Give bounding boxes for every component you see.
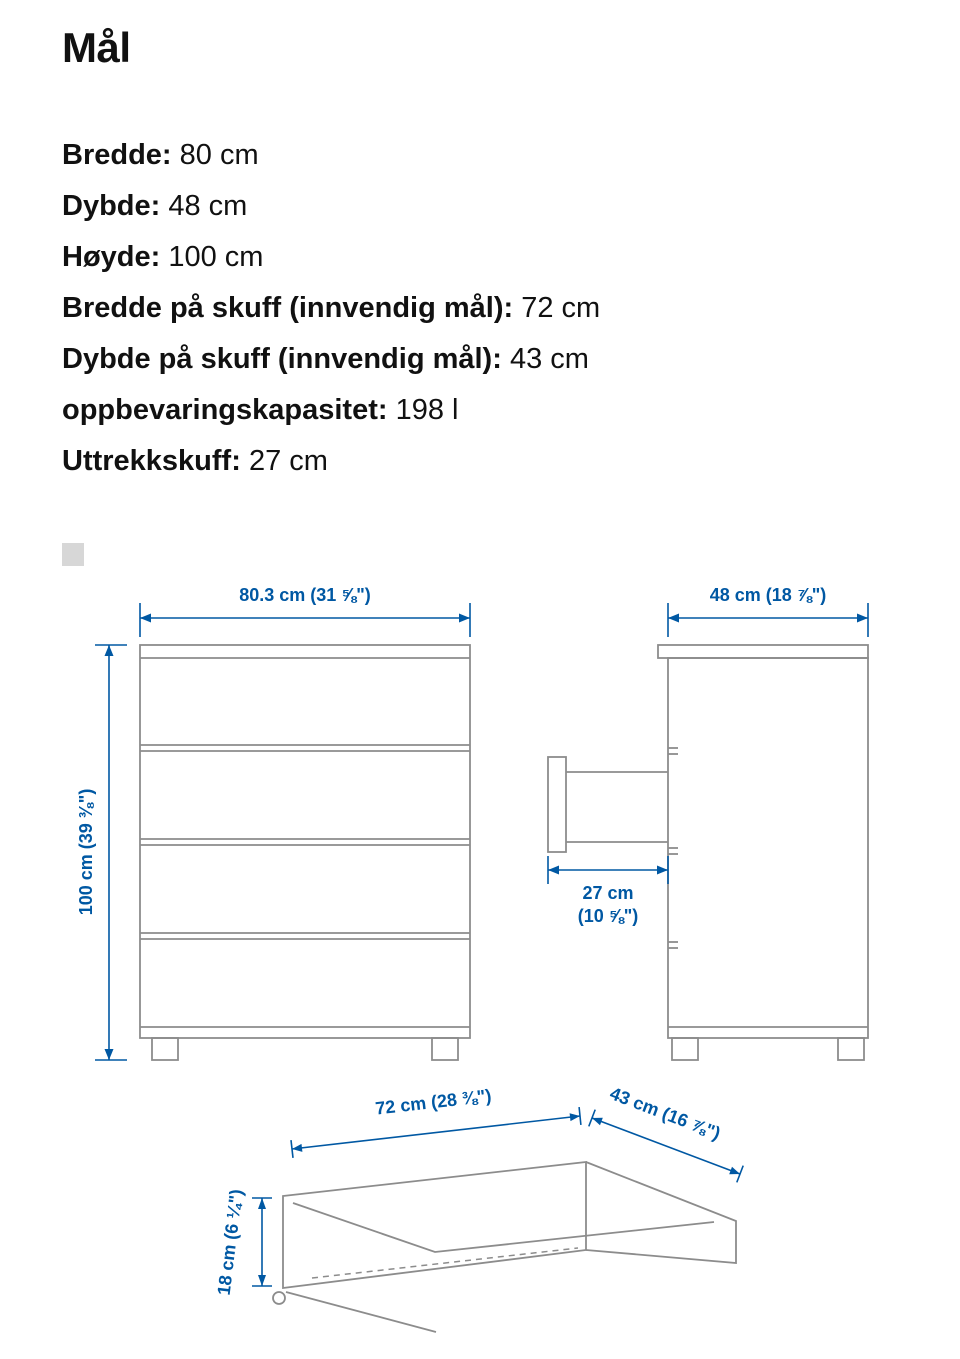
spec-label: Bredde: [62,139,172,171]
drawer-right-side [586,1162,736,1263]
spec-label: Dybde på skuff (innvendig mål): [62,343,502,375]
dimension-lines [95,603,868,1286]
side-depth-label: 48 cm (18 ⅞") [709,585,827,605]
front-width-label: 80.3 cm (31 ⅝") [239,585,371,605]
spec-value: 27 cm [248,445,328,477]
side-front-foot [672,1038,698,1060]
dimension-arrowheads [105,614,869,1287]
spec-label: oppbevaringskapasitet: [62,394,388,426]
spec-value: 72 cm [521,292,601,324]
side-body-outline [668,658,868,1038]
spec-label: Dybde: [62,190,161,222]
spec-value: 80 cm [179,139,259,171]
dimension-labels [76,585,826,1296]
drawer-extension-label-cm: 27 cm [582,883,634,903]
spec-label: Uttrekkskuff: [62,445,241,477]
side-back-foot [838,1038,864,1060]
front-height-label: 100 cm (39 ⅜") [76,788,96,916]
front-view-drawing [140,645,470,1060]
chest-right-foot [432,1038,458,1060]
spec-value: 100 cm [168,241,264,273]
drawer-inner-rim [293,1203,714,1252]
drawer-height-label: 18 cm (6 ¼") [213,1188,247,1297]
spec-value: 43 cm [509,343,589,375]
side-view-drawing [548,645,868,1060]
drawer-depth-label: 43 cm (16 ⅞") [607,1083,724,1144]
drawer-rail-wheel [273,1292,285,1304]
spec-value: 198 l [395,394,459,426]
drawer-rail [286,1292,436,1332]
drawer-isometric-drawing [273,1162,736,1332]
drawer-slide-dashed [312,1248,578,1278]
open-drawer-front-panel [548,757,566,852]
chest-left-foot [152,1038,178,1060]
drawer-front-face [283,1162,586,1288]
section-title: Mål [62,24,131,71]
side-top-board [658,645,868,658]
spec-label: Høyde: [62,241,161,273]
spec-label: Bredde på skuff (innvendig mål): [62,292,514,324]
drawer-width-label: 72 cm (28 ⅜") [374,1085,493,1119]
spec-value: 48 cm [168,190,248,222]
chest-front-outline [140,645,470,1038]
drawer-extension-label-inch: (10 ⅝") [577,906,639,926]
